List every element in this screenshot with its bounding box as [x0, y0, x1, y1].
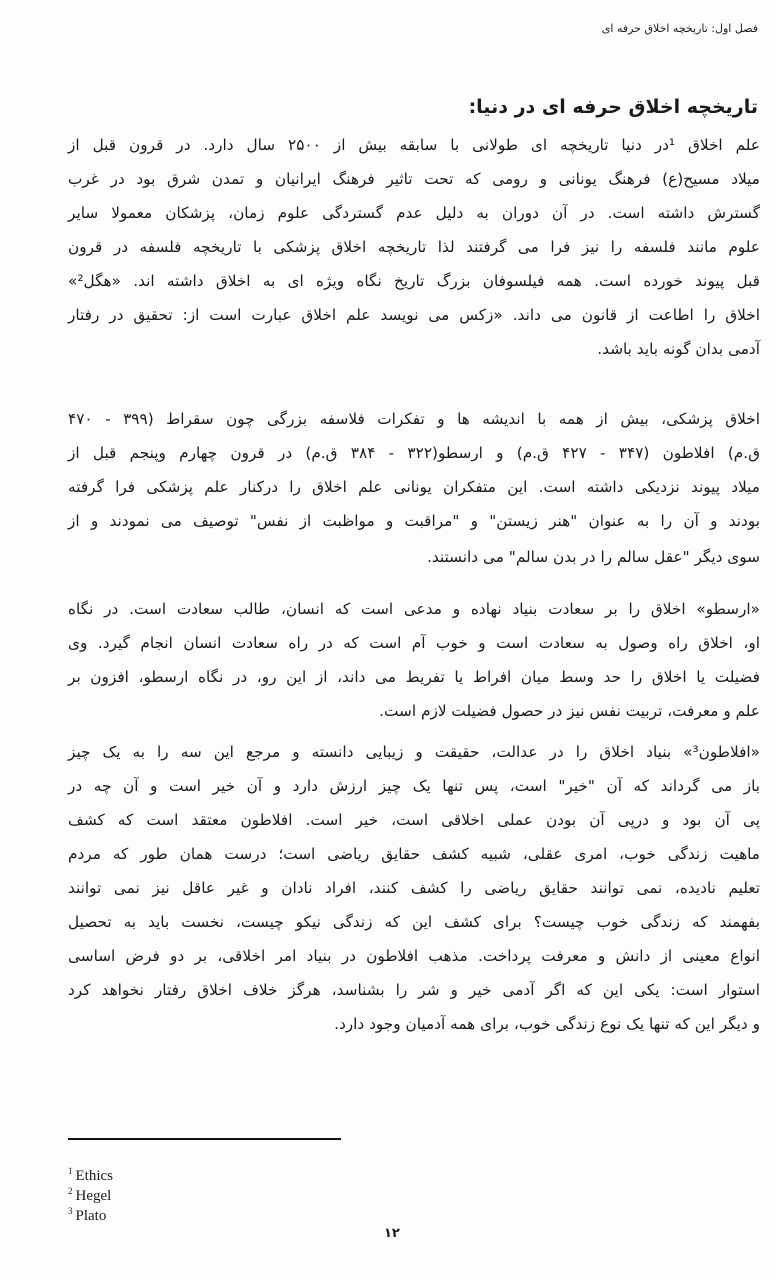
paragraph-1-line: قبل پیوند خورده است. همه فیلسوفان بزرگ تاریخ نگاه ویژه ای به اخلاق داشته اند. «هگل²» [68, 272, 760, 290]
paragraph-1-line: آدمی بدان گونه باید باشد. [597, 340, 760, 358]
paragraph-2-line: بودند و آن را به عنوان "هنر زیستن" و "مراقبت و مواظبت از نفس" توصیف می نمودند و از [68, 512, 760, 530]
paragraph-3-line: علم و معرفت، تربیت نفس نیز در حصول فضیلت لازم است. [379, 702, 760, 720]
paragraph-4-line: تعلیم نادیده، نمی توانند حقایق ریاضی را کشف کنند، افراد نادان و غیر عاقل نیز نمی توانند [68, 879, 760, 897]
paragraph-1-line: میلاد مسیح(ع) فرهنگ یونانی و رومی که تحت تاثیر فرهنگ ایرانیان و تمدن شرق بود در غرب [68, 170, 760, 188]
paragraph-4-line: انواع معینی از دانش و معرفت پرداخت. مذهب افلاطون در بنیاد امر اخلاقی، بر دو فرض اساسی [68, 947, 760, 965]
paragraph-3-line: او، اخلاق راه وصول به سعادت است و خوب آم است که در راه سعادت انسان انجام گیرد. وی [68, 634, 760, 652]
footnote-text: Ethics [75, 1168, 113, 1184]
paragraph-3-line: فضیلت یا اخلاق را حد وسط میان افراط یا تفریط می داند، از این رو، در نگاه ارسطو، افزون بر [68, 668, 760, 686]
paragraph-1-line: گسترش داشته است. در آن دوران به دلیل عدم گستردگی علوم زمان، پزشکان معمولا سایر [68, 204, 760, 222]
paragraph-2-line: ق.م) افلاطون (۳۴۷ - ۴۲۷ ق.م) و ارسطو(۳۲۲ - ۳۸۴ ق.م) در قرون چهارم وپنجم قبل از [68, 444, 760, 462]
paragraph-1-line: علوم مانند فلسفه را نیز فرا می گرفتند لذا تاریخچه اخلاق پزشکی با تاریخچه فلسفه در قرون [68, 238, 760, 256]
paragraph-1-line: علم اخلاق ¹در دنیا تاریخچه ای طولانی با سابقه بیش از ۲۵۰۰ سال دارد. در قرون قبل از [68, 136, 760, 154]
paragraph-3-line: «ارسطو» اخلاق را بر سعادت بنیاد نهاده و مدعی است که انسان، طالب سعادت است. در نگاه [68, 600, 760, 618]
footnote-divider [68, 1138, 341, 1140]
footnote-3 [68, 1202, 106, 1225]
paragraph-4-line: ماهیت زندگی خوب، امری عقلی، شبیه کشف حقایق ریاضی است؛ درست همان طور که مردم [68, 845, 760, 863]
paragraph-2-line: اخلاق پزشکی، بیش از همه با اندیشه ها و تفکرات فلاسفه بزرگی چون سقراط (۳۹۹ - ۴۷۰ [68, 410, 760, 428]
footnote-number: 2 [68, 1186, 73, 1196]
footnote-number: 3 [68, 1206, 73, 1216]
paragraph-4-line: «افلاطون³» بنیاد اخلاق را در عدالت، حقیقت و زیبایی دانسته و مرجع این سه را به یک چیز [68, 743, 760, 761]
paragraph-2-line: سوی دیگر "عقل سالم را در بدن سالم" می دانستند. [427, 548, 760, 566]
paragraph-4-line: استوار است: یکی این که اگر آدمی خیر و شر را بشناسد، هرگز خلاف اخلاق رفتار نخواهد کرد [68, 981, 760, 999]
paragraph-4-line: و دیگر این که تنها یک نوع زندگی خوب، برای همه آدمیان وجود دارد. [334, 1015, 760, 1033]
paragraph-1-line: اخلاق را اطاعت از قانون می داند. «زکس می نویسد علم اخلاق عبارت است از: تحقیق در رفتار [68, 306, 760, 324]
paragraph-4-line: باز می گرداند که آن "خیر" است، پس تنها یک چیز ارزش دارد و آن خیر است و آن چه در [68, 777, 760, 795]
paragraph-4-line: پی آن بود و درپی آن بودن عملی اخلاقی است، خیر است. افلاطون معتقد است که کشف [68, 811, 760, 829]
footnote-number: 1 [68, 1166, 73, 1176]
section-heading: تاریخچه اخلاق حرفه ای در دنیا: [468, 96, 758, 118]
footnote-text: Plato [75, 1208, 107, 1224]
paragraph-4-line: بفهمند که زندگی خوب چیست؟ برای کشف این که زندگی نیکو چیست، نخست باید به تحصیل [68, 913, 760, 931]
paragraph-2-line: میلاد پیوند نزدیکی داشته است. این متفکران یونانی علم اخلاق را درکنار علم پزشکی فرا گرفته [68, 478, 760, 496]
running-header: فصل اول: تاریخچه اخلاق حرفه ای [601, 22, 758, 35]
page-number: ۱۲ [384, 1226, 400, 1241]
footnote-text: Hegel [75, 1188, 112, 1204]
